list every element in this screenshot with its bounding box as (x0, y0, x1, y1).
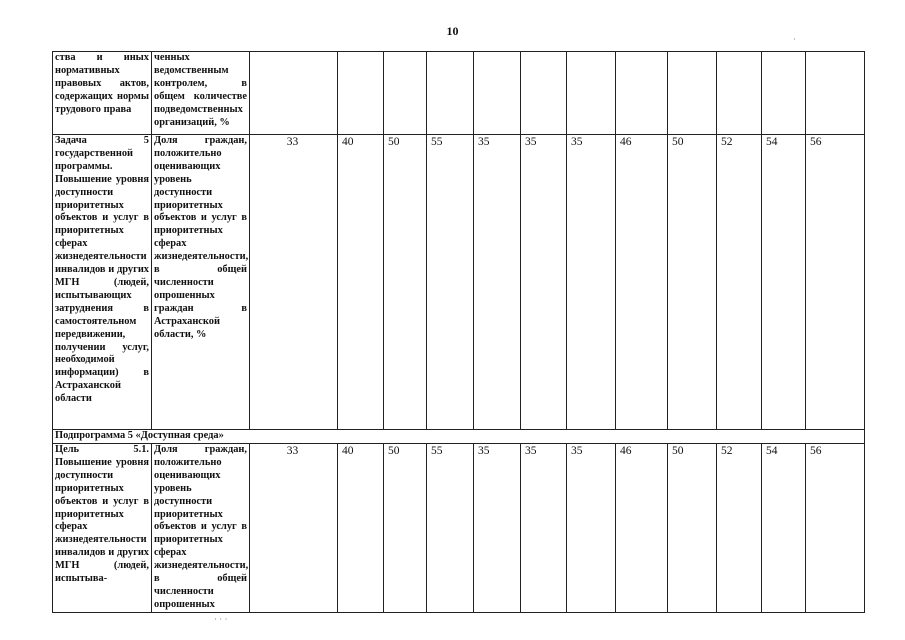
value-cell: 56 (806, 135, 865, 430)
value-cell: 56 (806, 444, 865, 613)
value-cell (384, 52, 427, 135)
value-cell: 55 (427, 444, 474, 613)
value-cell: 46 (616, 135, 668, 430)
value-cell: 46 (616, 444, 668, 613)
value-cell: 35 (567, 444, 616, 613)
subprogram-title: Подпрограмма 5 «Доступная среда» (53, 430, 865, 444)
value-cell: 33 (250, 135, 338, 430)
value-cell (427, 52, 474, 135)
value-cell (668, 52, 717, 135)
indicators-table (52, 51, 865, 613)
goal-cell: Цель 5.1. Повышение уровня доступности приоритетных объектов и услуг в приоритетных сферах жизнедеятельности инвалидов и других МГН (людей, испытыва- (53, 444, 152, 613)
value-cell: 35 (474, 135, 521, 430)
value-cell: 50 (384, 135, 427, 430)
value-cell: 54 (762, 444, 806, 613)
value-cell (338, 52, 384, 135)
value-cell (474, 52, 521, 135)
value-cell: 35 (474, 444, 521, 613)
value-cell (717, 52, 762, 135)
value-cell: 40 (338, 444, 384, 613)
value-cell: 50 (668, 444, 717, 613)
value-cell: 33 (250, 444, 338, 613)
value-cell: 54 (762, 135, 806, 430)
page-number: 10 (446, 24, 459, 38)
indicator-cell: ченных ведомственным контролем, в общем количестве подведомственных организаций, % (152, 52, 250, 135)
value-cell: 35 (521, 444, 567, 613)
indicator-cell: Доля граждан, положительно оценивающих уровень доступности приоритетных объектов и услуг в приоритетных сферах жизнедеятельности, в общей численности опрошенных (152, 444, 250, 613)
value-cell: 52 (717, 444, 762, 613)
table-row (53, 444, 865, 613)
value-cell: 40 (338, 135, 384, 430)
value-cell: 50 (384, 444, 427, 613)
value-cell (250, 52, 338, 135)
value-cell (762, 52, 806, 135)
value-cell (806, 52, 865, 135)
value-cell: 52 (717, 135, 762, 430)
value-cell: 35 (521, 135, 567, 430)
task-cell: ства и иных нормативных правовых актов, содержащих нормы трудового права (53, 52, 152, 135)
table-row (53, 52, 865, 135)
subprogram-row (53, 430, 865, 444)
value-cell: 35 (567, 135, 616, 430)
indicator-cell: Доля граждан, положительно оценивающих уровень доступности приоритетных объектов и услуг в приоритетных сферах жизнедеятельности, в общей численности опрошенных граждан в Астраханской области, % (152, 135, 250, 430)
table-row (53, 135, 865, 430)
value-cell: 50 (668, 135, 717, 430)
value-cell (521, 52, 567, 135)
task-cell: Задача 5 государственной программы. Повышение уровня доступности приоритетных объектов и услуг в приоритетных сферах жизнедеятельности инвалидов и других МГН (людей, испытывающих затруднения в самостоятельном передвижении, получении услуг, необходимой информации) в Астраханской области (53, 135, 152, 430)
value-cell: 55 (427, 135, 474, 430)
value-cell (567, 52, 616, 135)
scan-speck: · (793, 34, 796, 44)
value-cell (616, 52, 668, 135)
scan-speck: · · · (214, 614, 228, 624)
